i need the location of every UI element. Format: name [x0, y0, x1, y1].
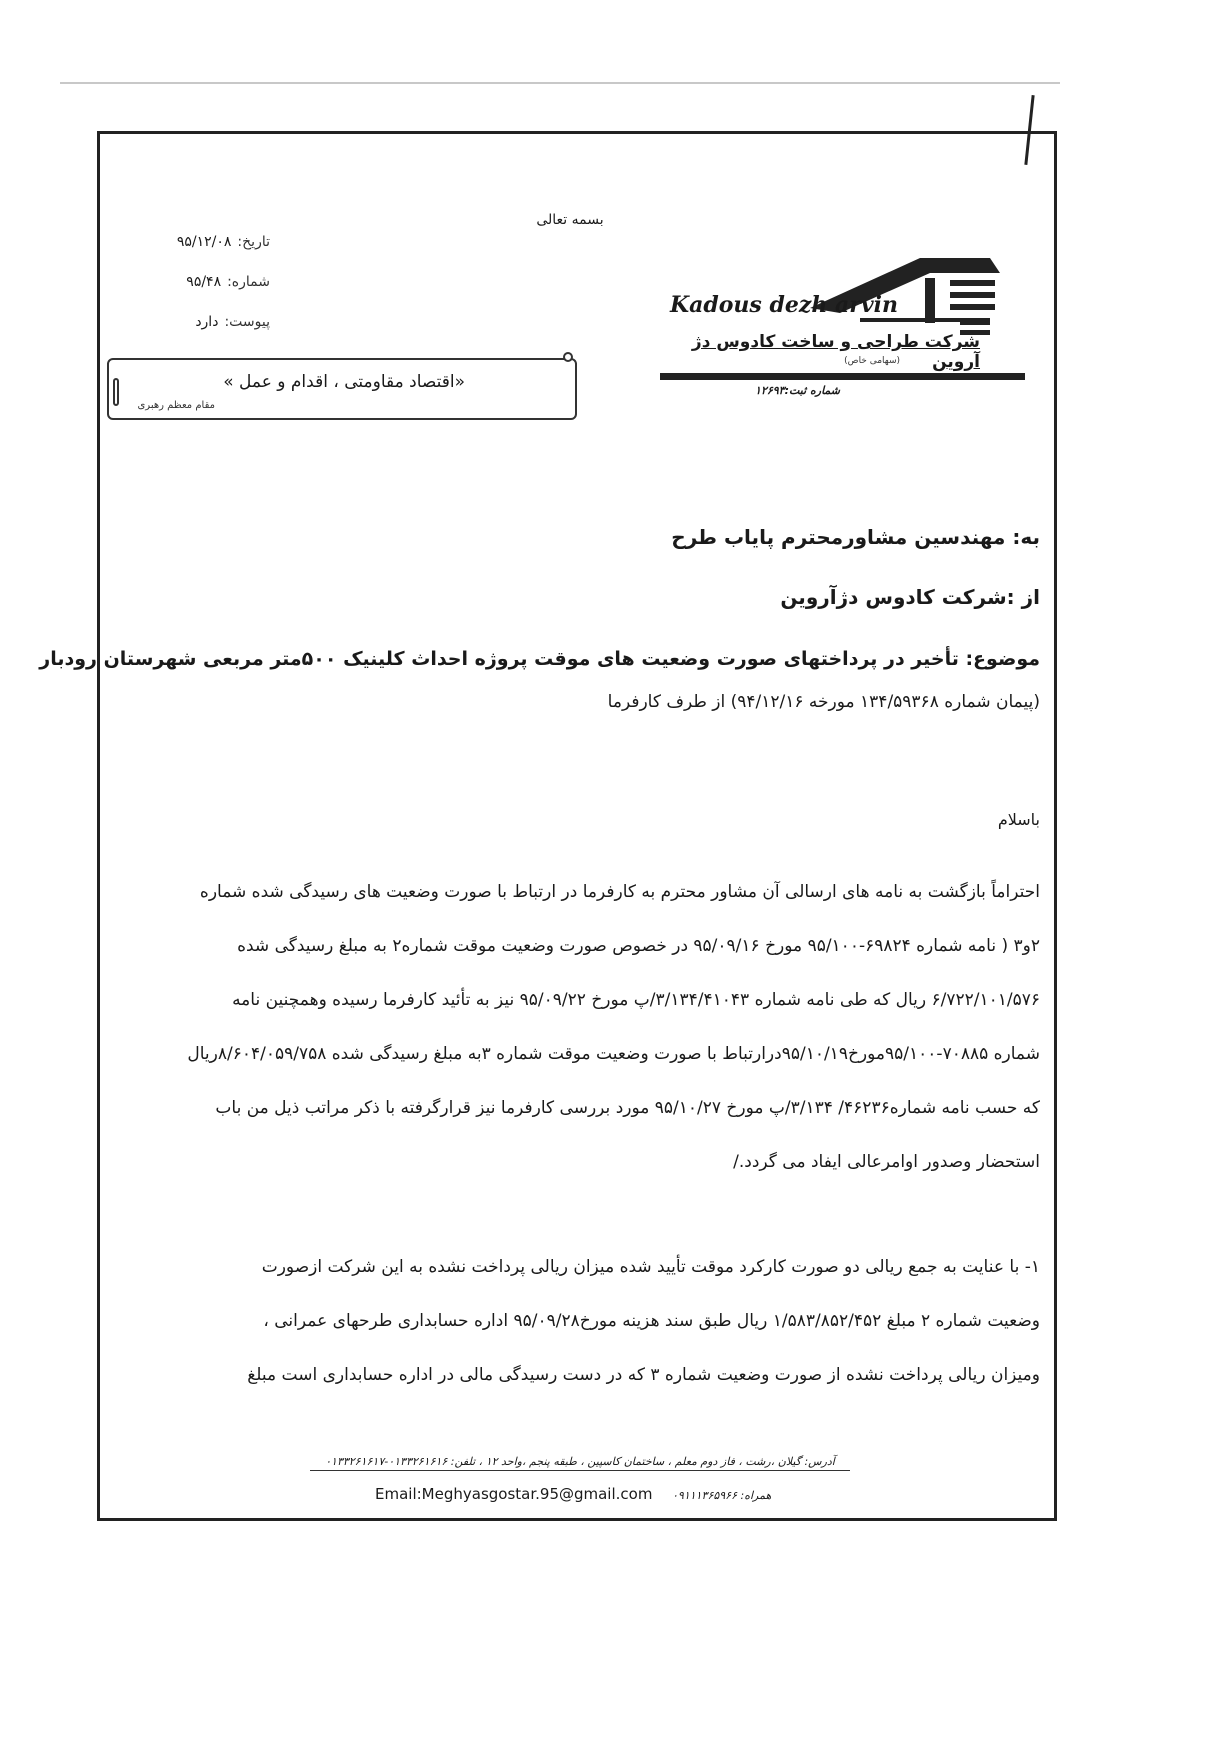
scroll-curl-icon — [113, 378, 119, 406]
date-value: ۹۵/۱۲/۰۸ — [176, 234, 232, 250]
greeting: باسلام — [997, 810, 1040, 829]
motto-attribution: مقام معظم رهبری — [137, 400, 215, 411]
paragraph-item-1 — [115, 1240, 1040, 1402]
company-logo — [660, 248, 1025, 408]
subject-line: موضوع: تأخیر در پرداختهای صورت وضعیت های موقت پروژه احداث کلینیک ۵۰۰متر مربعی شهرستان رودبار — [39, 648, 1040, 670]
attachment-row — [130, 302, 270, 342]
logo-bar — [660, 373, 1025, 380]
logo-name-en: Kadous dezh arvin — [670, 292, 898, 318]
paragraph-line: وضعیت شماره ۲ مبلغ ۱/۵۸۳/۸۵۲/۴۵۲ ریال طبق سند هزینه مورخ۹۵/۰۹/۲۸ اداره حسابداری طرحهای عمرانی ، — [263, 1311, 1040, 1331]
logo-registration: شماره ثبت:۱۲۶۹۳ — [755, 384, 840, 397]
scan-edge-line — [60, 82, 1060, 84]
footer-address: آدرس: گیلان ،رشت ، فاز دوم معلم ، ساختمان کاسپین ، طبقه پنجم ،واحد ۱۲ ، تلفن: ۰۱۳۳۲۶۱۶۱۶-۰۱۳۳۲۶۱۶۱۷ — [310, 1455, 850, 1471]
paragraph-intro — [115, 865, 1040, 1189]
motto-text: «اقتصاد مقاومتی ، اقدام و عمل » — [223, 372, 465, 392]
footer-email: Email:Meghyasgostar.95@gmail.com — [375, 1485, 653, 1503]
paragraph-line: شماره ۷۰۸۸۵-۹۵/۱۰۰مورخ۹۵/۱۰/۱۹درارتباط با صورت وضعیت موقت شماره ۳به مبلغ رسیدگی شده ۸/۶۰۴/۰۵۹/۷۵۸ریال — [187, 1044, 1040, 1064]
paragraph-line: ومیزان ریالی پرداخت نشده از صورت وضعیت شماره ۳ که در دست رسیدگی مالی در اداره حسابداری است مبلغ — [247, 1365, 1040, 1385]
paragraph-line: ۶/۷۲۲/۱۰۱/۵۷۶ ریال که طی نامه شماره ۳/۱۳۴/۴۱۰۴۳/پ مورخ ۹۵/۰۹/۲۲ نیز به تأئید کارفرما رسیده وهمچنین نامه — [232, 990, 1040, 1010]
attachment-value: دارد — [195, 314, 219, 330]
recipient-line: به: مهندسین مشاورمحترم پایاب طرح — [671, 525, 1040, 549]
sender-line: از :شرکت کادوس دژآروین — [780, 585, 1040, 609]
date-label: تاریخ: — [237, 234, 270, 250]
footer-phone: همراه: ۰۹۱۱۱۳۶۵۹۶۶ — [672, 1489, 772, 1502]
paragraph-line: استحضار وصدور اوامرعالی ایفاد می گردد./ — [733, 1152, 1040, 1172]
basmala: بسمه تعالی — [536, 212, 604, 228]
scroll-curl-icon — [563, 352, 573, 362]
paragraph-line: احتراماً بازگشت به نامه های ارسالی آن مشاور محترم به کارفرما در ارتباط با صورت وضعیت های رسیدگی شده شماره — [199, 882, 1040, 902]
date-row — [130, 222, 270, 262]
contract-line: (پیمان شماره ۱۳۴/۵۹۳۶۸ مورخه ۹۴/۱۲/۱۶) از طرف کارفرما — [607, 692, 1040, 712]
number-label: شماره: — [227, 274, 270, 290]
paragraph-line: که حسب نامه شماره۴۶۲۳۶/ ۳/۱۳۴/پ مورخ ۹۵/۱۰/۲۷ مورد بررسی کارفرما نیز قرارگرفته با ذکر مراتب ذیل من باب — [215, 1098, 1040, 1118]
paragraph-line: ۲و۳ ( نامه شماره ۶۹۸۲۴-۹۵/۱۰۰ مورخ ۹۵/۰۹/۱۶ در خصوص صورت وضعیت موقت شماره۲ به مبلغ رسیدگی شده — [237, 936, 1040, 956]
logo-name-fa: شرکت طراحی و ساخت کادوس دژ آروین — [691, 332, 980, 372]
attachment-label: پیوست: — [224, 314, 270, 330]
logo-subtitle: (سهامی خاص) — [844, 356, 900, 366]
letter-meta — [130, 222, 270, 342]
number-value: ۹۵/۴۸ — [186, 274, 222, 290]
motto-scroll — [107, 358, 577, 420]
number-row — [130, 262, 270, 302]
paragraph-line: ۱- با عنایت به جمع ریالی دو صورت کارکرد موقت تأیید شده میزان ریالی پرداخت نشده به این شرکت ازصورت — [261, 1257, 1040, 1277]
